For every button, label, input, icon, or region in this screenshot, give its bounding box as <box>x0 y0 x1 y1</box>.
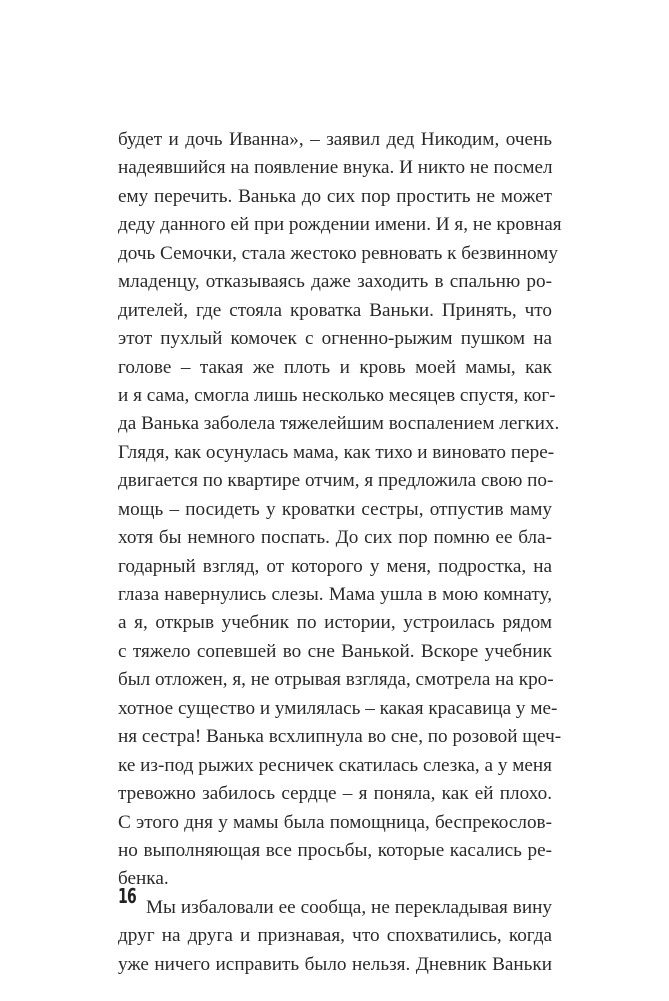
text-line: ему перечить. Ванька до сих пор простить не может <box>118 185 552 207</box>
text-line: этот пухлый комочек с огненно-рыжим пушком на <box>118 328 552 350</box>
text-line: бенка. <box>118 868 169 890</box>
text-line: уже ничего исправить было нельзя. Дневник Ваньки <box>118 953 552 975</box>
text-line: голове – такая же плоть и кровь моей мамы, как <box>118 356 552 378</box>
text-line: глаза навернулись слезы. Мама ушла в мою комнату, <box>118 584 552 605</box>
text-line: Глядя, как осунулась мама, как тихо и виновато пере- <box>118 441 555 463</box>
text-line: ня сестра! Ванька всхлипнула во сне, по розовой щеч- <box>118 726 562 748</box>
page-number: 16 <box>118 884 137 908</box>
text-line: а я, открыв учебник по истории, устроилась рядом <box>118 612 552 634</box>
text-line: был отложен, я, не отрывая взгляда, смотрела на кро- <box>118 669 554 691</box>
text-line: хотя бы немного поспать. До сих пор помню ее бла- <box>118 527 552 549</box>
text-line: друг на друга и признавая, что спохватились, когда <box>118 925 552 947</box>
text-line: деду данного ей при рождении имени. И я, не кровная <box>118 214 562 236</box>
text-line: Мы избаловали ее сообща, не перекладывая вину <box>146 896 552 918</box>
text-line: младенцу, отказываясь даже заходить в спальню ро- <box>118 271 552 293</box>
text-line: тревожно забилось сердце – я поняла, как ей плохо. <box>118 783 552 805</box>
text-line: дочь Семочки, стала жестоко ревновать к безвинному <box>118 242 558 264</box>
text-line: надеявшийся на появление внука. И никто не посмел <box>118 157 553 179</box>
text-line: ке из-под рыжих ресничек скатилась слезка, а у меня <box>118 754 552 776</box>
text-line: будет и дочь Иванна», – заявил дед Никодим, очень <box>118 129 552 150</box>
text-line: годарный взгляд, от которого у меня, подростка, на <box>118 555 552 577</box>
text-line: с тяжело сопевшей во сне Ванькой. Вскоре учебник <box>118 640 552 662</box>
text-line: дителей, где стояла кроватка Ваньки. Принять, что <box>118 299 552 321</box>
text-line: двигается по квартире отчим, я предложила свою по- <box>118 470 554 492</box>
text-line: мощь – посидеть у кроватки сестры, отпустив маму <box>118 498 552 520</box>
text-line: но выполняющая все просьбы, которые касались ре- <box>118 839 552 861</box>
text-line: хотное существо и умилялась – какая красавица у ме- <box>118 697 558 719</box>
page-body-text <box>118 126 562 979</box>
text-line: да Ванька заболела тяжелейшим воспалением легких. <box>118 413 560 435</box>
text-line: С этого дня у мамы была помощница, беспрекослов- <box>118 811 552 833</box>
text-line: и я сама, смогла лишь несколько месяцев спустя, ког- <box>118 384 556 406</box>
